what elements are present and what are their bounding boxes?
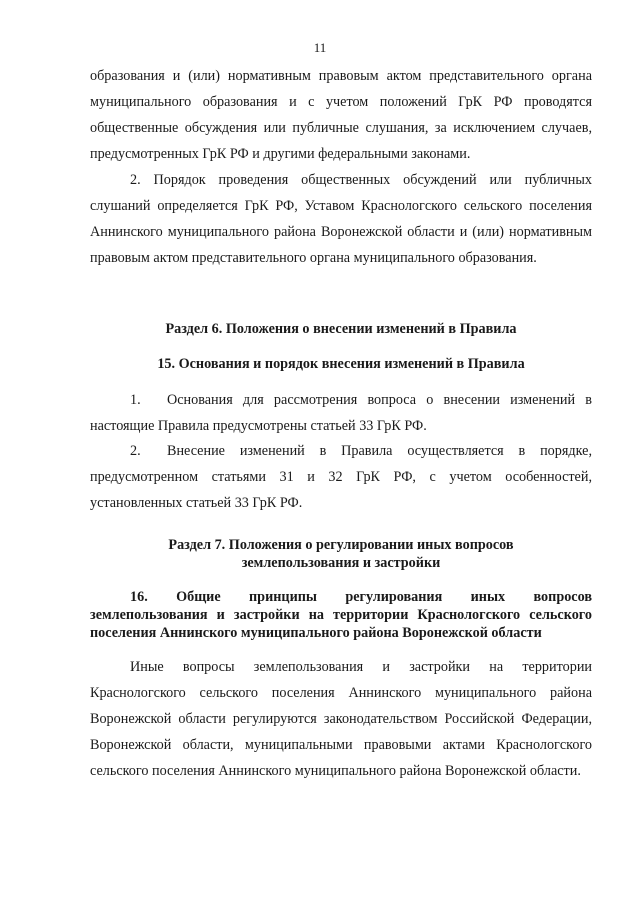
item-text: Основания для рассмотрения вопроса о внесении изменений в настоящие Правила предусмотрены статьей 33 ГрК РФ. bbox=[90, 392, 592, 434]
article-16-heading-line-1: 16. Общие принципы регулирования иных вопросов bbox=[130, 589, 592, 605]
section-7-heading-line-2: землепользования и застройки bbox=[241, 555, 441, 571]
section-7-heading-line-1: Раздел 7. Положения о регулировании иных вопросов bbox=[168, 537, 514, 553]
section-7-heading bbox=[90, 536, 592, 572]
article-16-heading-line-3: поселения Аннинского муниципального района Воронежской области bbox=[90, 625, 542, 641]
item-number: 1. bbox=[130, 392, 141, 408]
article-15-item-2 bbox=[90, 438, 592, 516]
paragraph-continuation: образования и (или) нормативным правовым актом представительного органа муниципального образования и с учетом положений ГрК РФ проводятся общественные обсуждения или публичные слушания, за исключением случаев, предусмотренных ГрК РФ и другими федеральными законами. bbox=[90, 68, 592, 162]
article-16-text: Иные вопросы землепользования и застройки на территории Краснологского сельского поселения Аннинского муниципального района Воронежской области регулируются законодательством Российской Федерации, Воронежской области, муниципальными правовыми актами Краснологского сельского поселения Аннинского муниципального района Воронежской области. bbox=[90, 659, 592, 779]
item-number: 2. bbox=[130, 443, 141, 459]
item-text: Внесение изменений в Правила осуществляется в порядке, предусмотренном статьями 31 и 32 ГрК РФ, с учетом особенностей, установленных статьей 33 ГрК РФ. bbox=[90, 443, 592, 511]
article-16-heading bbox=[90, 588, 592, 642]
article-15-heading: 15. Основания и порядок внесения изменений в Правила bbox=[157, 356, 525, 372]
paragraph-2: 2. Порядок проведения общественных обсуждений или публичных слушаний определяется ГрК РФ, Уставом Краснологского сельского поселения Аннинского муниципального района Воронежской области и (или) нормативным правовым актом представительного органа муниципального образования. bbox=[90, 172, 592, 266]
article-15-item-1 bbox=[90, 387, 592, 439]
page-number: 11 bbox=[313, 40, 327, 55]
article-16-heading-line-2: землепользования и застройки на территории Краснологского сельского bbox=[90, 607, 592, 623]
section-6-heading: Раздел 6. Положения о внесении изменений в Правила bbox=[165, 321, 517, 337]
